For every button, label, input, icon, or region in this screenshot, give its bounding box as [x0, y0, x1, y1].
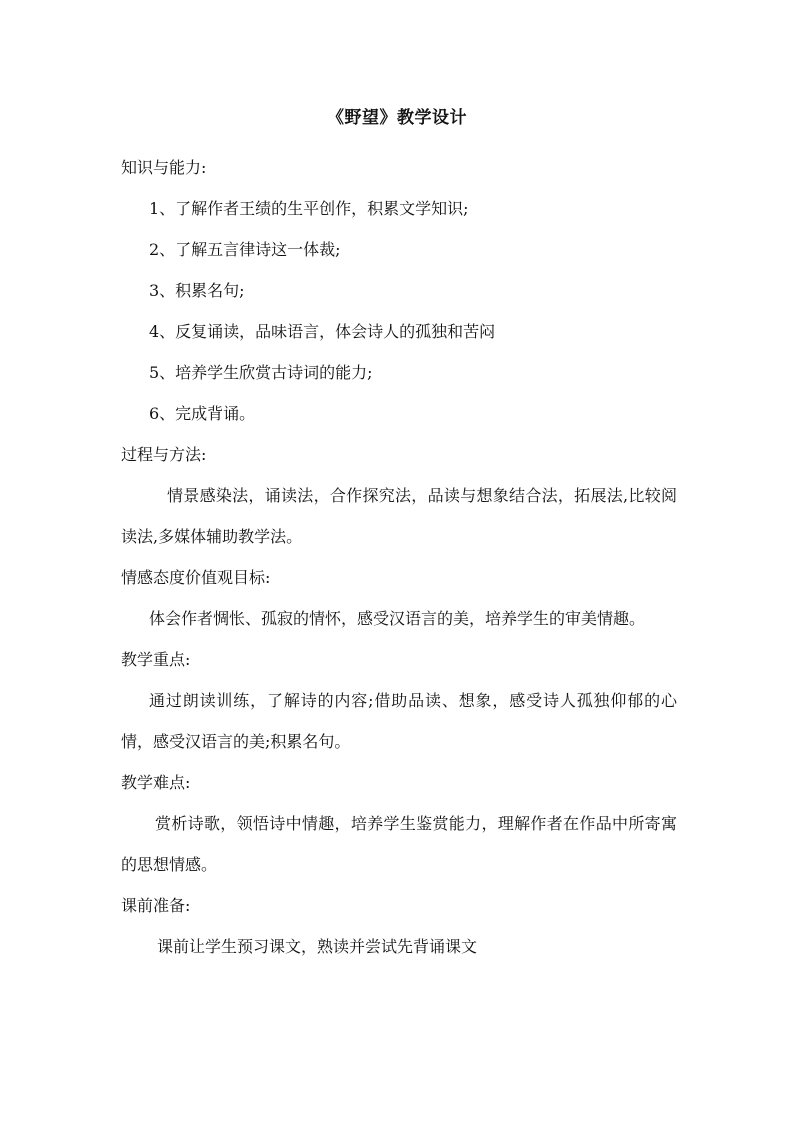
section-heading-preparation: 课前准备: [121, 896, 191, 915]
document-title: 《野望》教学设计 [327, 108, 467, 128]
list-item: 1、了解作者王绩的生平创作，积累文学知识; [149, 199, 469, 218]
section-paragraph-methods: 情景感染法，诵读法，合作探究法，品读与想象结合法，拓展法,比较阅读法,多媒体辅助教学法。 [121, 486, 677, 546]
section-paragraph-values: 体会作者惆怅、孤寂的情怀，感受汉语言的美，培养学生的审美情趣。 [149, 609, 646, 628]
list-item: 5、培养学生欣赏古诗词的能力; [149, 363, 373, 382]
section-heading-knowledge: 知识与能力: [121, 158, 207, 177]
section-paragraph-difficulties: 赏析诗歌，领悟诗中情趣，培养学生鉴赏能力，理解作者在作品中所寄寓的思想情感。 [121, 814, 677, 874]
document-body [121, 147, 677, 967]
list-item: 3、积累名句; [149, 281, 245, 300]
list-item: 6、完成背诵。 [149, 404, 256, 423]
section-paragraph-key-points: 通过朗读训练，了解诗的内容;借助品读、想象，感受诗人孤独仰郁的心情，感受汉语言的美;积累名句。 [121, 691, 677, 751]
section-heading-values: 情感态度价值观目标: [121, 568, 271, 587]
list-item: 2、了解五言律诗这一体裁; [149, 240, 341, 259]
section-heading-methods: 过程与方法: [121, 445, 207, 464]
section-paragraph-preparation: 课前让学生预习课文，熟读并尝试先背诵课文 [157, 937, 478, 956]
section-heading-difficulties: 教学难点: [121, 773, 191, 792]
list-item: 4、反复诵读，品味语言，体会诗人的孤独和苦闷 [149, 322, 496, 341]
section-heading-key-points: 教学重点: [121, 650, 191, 669]
